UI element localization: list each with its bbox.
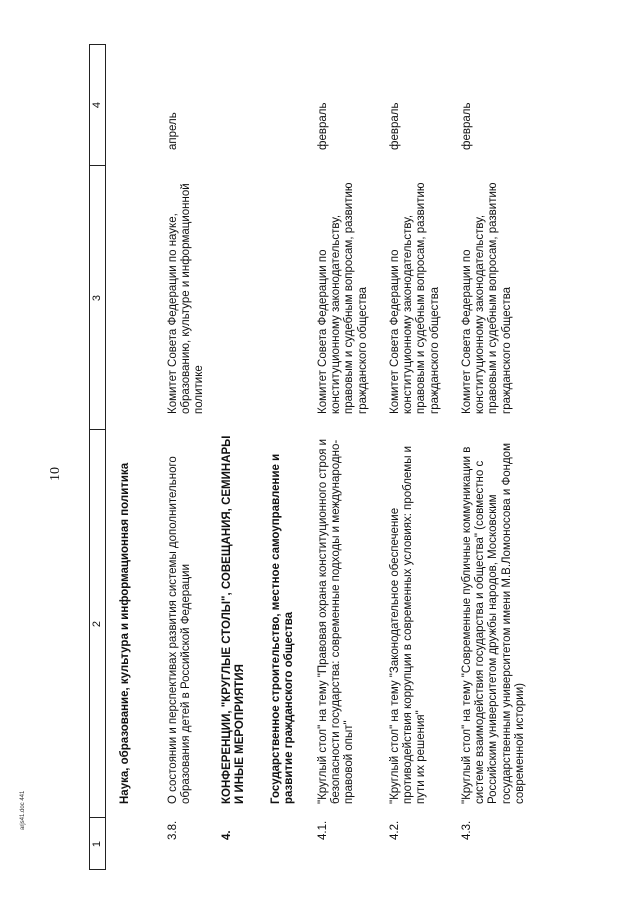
rotated-table xyxy=(89,44,575,870)
col-header-4: 4 xyxy=(91,101,103,109)
row-committee: Комитет Совета Федерации по конституционному законодательству, правовым и судебным вопросам, развитию гражданского общества xyxy=(461,182,513,414)
col-header-2: 2 xyxy=(91,620,103,628)
table-grid xyxy=(89,44,575,870)
footer-doc-code: arjs41.doc 441 xyxy=(20,790,26,830)
col-header-3: 3 xyxy=(91,294,103,302)
page-number: 10 xyxy=(48,467,63,481)
row-number: 4. xyxy=(221,830,233,840)
row-text: "Круглый стол" на тему "Законодательное обеспечение противодействия коррупции в современных условиях: проблемы и пути их решения" xyxy=(389,445,428,804)
row-month: февраль xyxy=(317,102,329,150)
row-number: 4.1. xyxy=(317,820,329,840)
row-text: "Круглый стол" на тему "Современные публичные коммуникации в системе взаимодействия государства и общества" (совместно с Российским университетом дружбы народов, Московским государственным университетом имени М.В.Ломоносова и Фондом современной истории) xyxy=(461,443,526,804)
row-text: "Круглый стол" на тему "Правовая охрана конституционного строя и безопасности государства: современные подходы и международно-правовой опыт" xyxy=(317,438,356,804)
row-month: февраль xyxy=(461,102,473,150)
header-bottom-border xyxy=(105,44,106,870)
row-committee: Комитет Совета Федерации по науке, образованию, культуре и информационной политике xyxy=(167,183,206,414)
row-number: 4.2. xyxy=(389,820,401,840)
row-committee: Комитет Совета Федерации по конституционному законодательству, правовым и судебным вопросам, развитию гражданского общества xyxy=(389,182,441,414)
section-heading-science: Наука, образование, культура и информационная политика xyxy=(119,462,131,804)
row-text: О состоянии и перспективах развития системы дополнительного образования детей в Российской Федерации xyxy=(167,456,193,804)
row-number: 4.3. xyxy=(461,820,473,840)
section-heading-conferences: КОНФЕРЕНЦИИ, "КРУГЛЫЕ СТОЛЫ", СОВЕЩАНИЯ, СЕМИНАРЫ И ИНЫЕ МЕРОПРИЯТИЯ xyxy=(221,435,247,804)
row-month: апрель xyxy=(167,112,179,150)
row-number: 3.8. xyxy=(167,820,179,840)
subsection-heading: Государственное строительство, местное самоуправление и развитие гражданского общества xyxy=(270,453,296,804)
row-committee: Комитет Совета Федерации по конституционному законодательству, правовым и судебным вопросам, развитию гражданского общества xyxy=(317,182,369,414)
col-header-1: 1 xyxy=(91,840,103,848)
row-month: февраль xyxy=(389,102,401,150)
